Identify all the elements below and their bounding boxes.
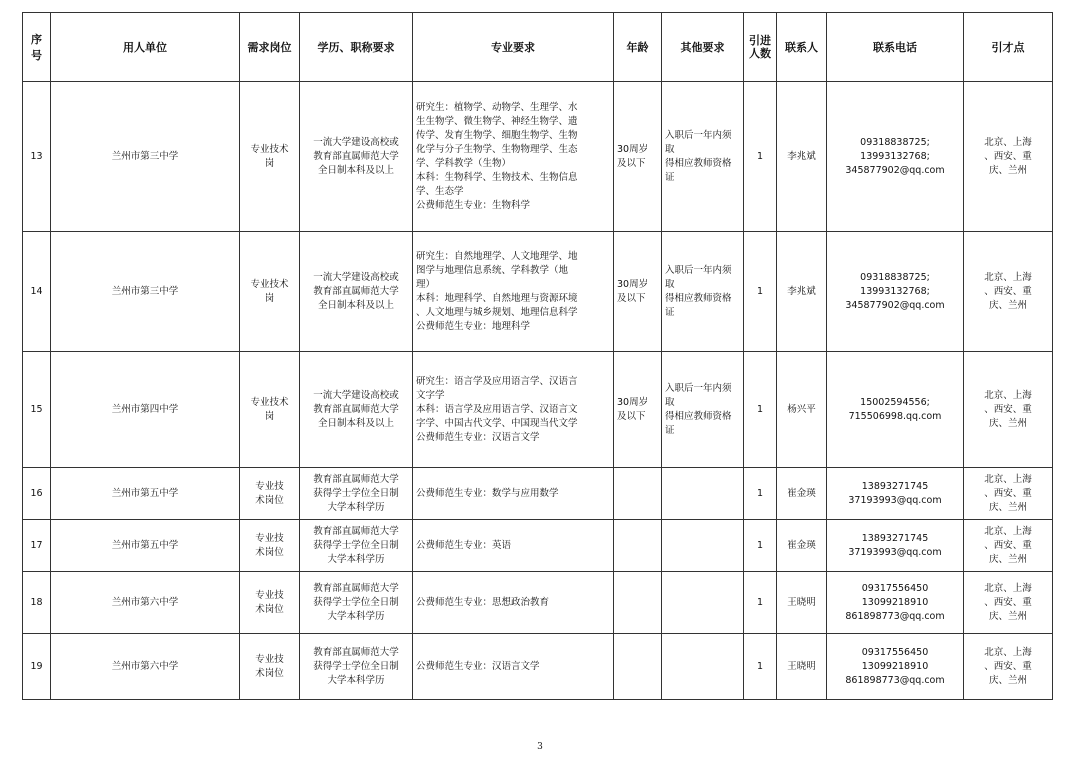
row-major: 公费师范生专业：数学与应用数学 (413, 468, 614, 520)
row-other (662, 520, 744, 572)
row-place: 北京、上海 、西安、重 庆、兰州 (964, 634, 1053, 700)
row-other: 入职后一年内须取 得相应教师资格证 (662, 352, 744, 468)
table-row (23, 572, 1053, 634)
row-count: 1 (744, 634, 777, 700)
row-edu: 一流大学建设高校或 教育部直属师范大学 全日制本科及以上 (300, 232, 413, 352)
row-place: 北京、上海 、西安、重 庆、兰州 (964, 468, 1053, 520)
row-edu: 一流大学建设高校或 教育部直属师范大学 全日制本科及以上 (300, 82, 413, 232)
row-contact: 崔金瑛 (777, 468, 827, 520)
row-major: 研究生：植物学、动物学、生理学、水 生生物学、微生物学、神经生物学、遗 传学、发育生物学、细胞生物学、生物 化学与分子生物学、生物物理学、生态 学、学科教学（生物） 本科：生物科学、生物技术、生物信息 学、生态学 公费师范生专业：生物科学 (413, 82, 614, 232)
row-phone: 15002594556; 715506998.qq.com (827, 352, 964, 468)
row-post: 专业技 术岗位 (240, 468, 300, 520)
row-edu: 教育部直属师范大学 获得学士学位全日制 大学本科学历 (300, 572, 413, 634)
row-contact: 崔金瑛 (777, 520, 827, 572)
row-unit: 兰州市第三中学 (51, 232, 240, 352)
row-count: 1 (744, 82, 777, 232)
header-post: 需求岗位 (240, 13, 300, 82)
row-phone: 13893271745 37193993@qq.com (827, 468, 964, 520)
header-no: 序号 (23, 13, 51, 82)
row-other (662, 468, 744, 520)
row-phone: 09318838725; 13993132768; 345877902@qq.com (827, 232, 964, 352)
page-number: 3 (537, 742, 543, 752)
row-other: 入职后一年内须取 得相应教师资格证 (662, 232, 744, 352)
table-row (23, 232, 1053, 352)
row-major: 公费师范生专业：汉语言文学 (413, 634, 614, 700)
row-place: 北京、上海 、西安、重 庆、兰州 (964, 520, 1053, 572)
header-unit: 用人单位 (51, 13, 240, 82)
row-major: 研究生：自然地理学、人文地理学、地 图学与地理信息系统、学科教学（地 理） 本科：地理科学、自然地理与资源环境 、人文地理与城乡规划、地理信息科学 公费师范生专业：地理科学 (413, 232, 614, 352)
header-edu: 学历、职称要求 (300, 13, 413, 82)
row-edu: 教育部直属师范大学 获得学士学位全日制 大学本科学历 (300, 468, 413, 520)
row-post: 专业技术 岗 (240, 232, 300, 352)
row-age: 30周岁 及以下 (614, 352, 662, 468)
row-no: 18 (23, 572, 51, 634)
row-phone: 13893271745 37193993@qq.com (827, 520, 964, 572)
row-contact: 王晓明 (777, 634, 827, 700)
row-count: 1 (744, 520, 777, 572)
row-age: 30周岁 及以下 (614, 82, 662, 232)
row-contact: 李兆斌 (777, 232, 827, 352)
row-unit: 兰州市第六中学 (51, 634, 240, 700)
row-age (614, 572, 662, 634)
header-row (23, 13, 1053, 82)
row-place: 北京、上海 、西安、重 庆、兰州 (964, 232, 1053, 352)
row-other (662, 634, 744, 700)
row-unit: 兰州市第六中学 (51, 572, 240, 634)
table-row (23, 82, 1053, 232)
row-phone: 09317556450 13099218910 861898773@qq.com (827, 572, 964, 634)
row-contact: 李兆斌 (777, 82, 827, 232)
row-phone: 09318838725; 13993132768; 345877902@qq.com (827, 82, 964, 232)
row-major: 研究生：语言学及应用语言学、汉语言 文字学 本科：语言学及应用语言学、汉语言文 字学、中国古代文学、中国现当代文学 公费师范生专业：汉语言文学 (413, 352, 614, 468)
row-no: 15 (23, 352, 51, 468)
table-row (23, 634, 1053, 700)
row-unit: 兰州市第四中学 (51, 352, 240, 468)
row-major: 公费师范生专业：思想政治教育 (413, 572, 614, 634)
header-contact: 联系人 (777, 13, 827, 82)
row-no: 13 (23, 82, 51, 232)
row-contact: 王晓明 (777, 572, 827, 634)
row-phone: 09317556450 13099218910 861898773@qq.com (827, 634, 964, 700)
row-place: 北京、上海 、西安、重 庆、兰州 (964, 572, 1053, 634)
row-major: 公费师范生专业：英语 (413, 520, 614, 572)
header-count: 引进 人数 (744, 13, 777, 82)
row-edu: 教育部直属师范大学 获得学士学位全日制 大学本科学历 (300, 634, 413, 700)
row-age: 30周岁 及以下 (614, 232, 662, 352)
row-count: 1 (744, 572, 777, 634)
header-age: 年龄 (614, 13, 662, 82)
row-unit: 兰州市第三中学 (51, 82, 240, 232)
row-no: 17 (23, 520, 51, 572)
table-row (23, 520, 1053, 572)
header-place: 引才点 (964, 13, 1053, 82)
row-count: 1 (744, 352, 777, 468)
row-post: 专业技术 岗 (240, 352, 300, 468)
row-post: 专业技 术岗位 (240, 520, 300, 572)
row-post: 专业技 术岗位 (240, 634, 300, 700)
header-phone: 联系电话 (827, 13, 964, 82)
row-age (614, 468, 662, 520)
row-count: 1 (744, 468, 777, 520)
row-post: 专业技 术岗位 (240, 572, 300, 634)
row-no: 14 (23, 232, 51, 352)
row-no: 19 (23, 634, 51, 700)
row-unit: 兰州市第五中学 (51, 520, 240, 572)
header-major: 专业要求 (413, 13, 614, 82)
row-place: 北京、上海 、西安、重 庆、兰州 (964, 352, 1053, 468)
row-edu: 教育部直属师范大学 获得学士学位全日制 大学本科学历 (300, 520, 413, 572)
row-other (662, 572, 744, 634)
row-edu: 一流大学建设高校或 教育部直属师范大学 全日制本科及以上 (300, 352, 413, 468)
row-other: 入职后一年内须取 得相应教师资格证 (662, 82, 744, 232)
row-contact: 杨兴平 (777, 352, 827, 468)
table-row (23, 352, 1053, 468)
table-row (23, 468, 1053, 520)
row-no: 16 (23, 468, 51, 520)
row-age (614, 634, 662, 700)
row-post: 专业技术 岗 (240, 82, 300, 232)
row-count: 1 (744, 232, 777, 352)
header-other: 其他要求 (662, 13, 744, 82)
row-unit: 兰州市第五中学 (51, 468, 240, 520)
row-place: 北京、上海 、西安、重 庆、兰州 (964, 82, 1053, 232)
row-age (614, 520, 662, 572)
recruitment-table (22, 12, 1053, 700)
